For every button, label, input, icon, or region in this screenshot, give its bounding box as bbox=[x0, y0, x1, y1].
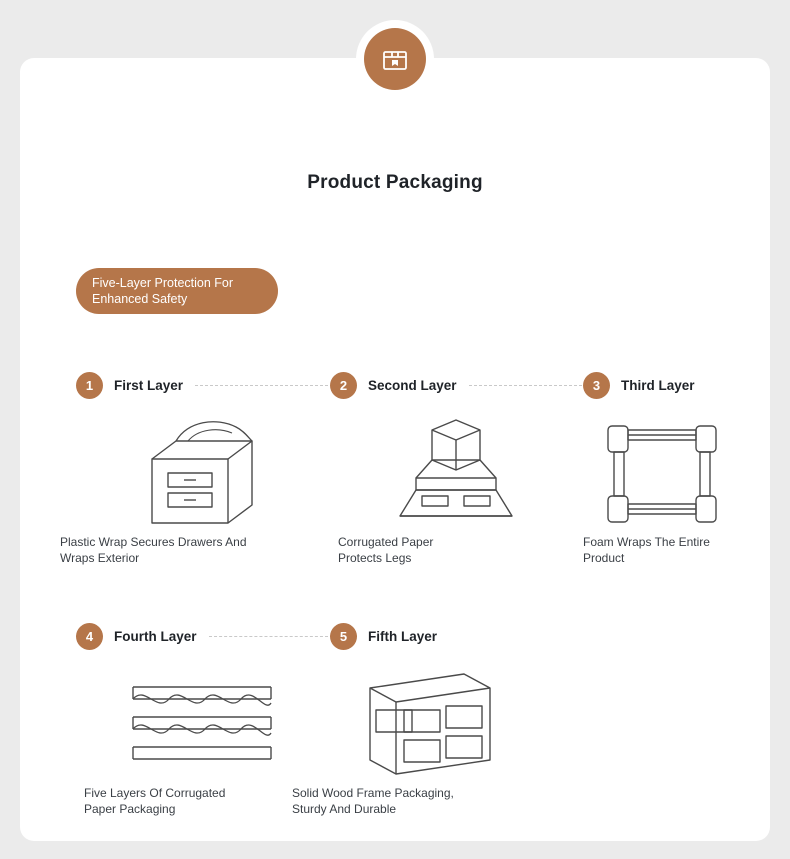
corrugated-layers-icon bbox=[76, 665, 328, 785]
corrugated-paper-legs-icon bbox=[330, 414, 582, 534]
layer-header bbox=[76, 370, 328, 400]
layer-label: Fifth Layer bbox=[368, 628, 438, 644]
package-box-icon bbox=[356, 20, 434, 98]
wood-frame-crate-icon bbox=[330, 665, 530, 785]
layer-number-badge: 4 bbox=[76, 623, 103, 650]
caption-line-1: Foam Wraps The Entire bbox=[583, 535, 710, 549]
layer-label: Fourth Layer bbox=[114, 628, 197, 644]
layer-label: Second Layer bbox=[368, 377, 457, 393]
dashed-divider bbox=[195, 385, 328, 386]
caption-line-1: Solid Wood Frame Packaging, bbox=[292, 786, 454, 800]
layer-number-badge: 3 bbox=[583, 372, 610, 399]
layer-caption bbox=[338, 534, 568, 566]
layer-item-fourth bbox=[76, 621, 328, 817]
layer-header bbox=[330, 370, 582, 400]
caption-line-1: Plastic Wrap Secures Drawers And bbox=[60, 535, 247, 549]
layer-item-third bbox=[583, 370, 743, 566]
caption-line-2: Wraps Exterior bbox=[60, 551, 140, 565]
layer-number-badge: 1 bbox=[76, 372, 103, 399]
package-box-icon-circle bbox=[364, 28, 426, 90]
dashed-divider bbox=[469, 385, 582, 386]
page-title: Product Packaging bbox=[307, 172, 483, 193]
caption-line-1: Corrugated Paper bbox=[338, 535, 434, 549]
foam-corner-frame-icon bbox=[583, 414, 743, 534]
caption-line-2: Paper Packaging bbox=[84, 802, 176, 816]
layer-item-first bbox=[60, 370, 328, 566]
layer-caption bbox=[60, 534, 310, 566]
caption-line-1: Five Layers Of Corrugated bbox=[84, 786, 226, 800]
layer-header bbox=[330, 621, 530, 651]
caption-line-2: Product bbox=[583, 551, 625, 565]
layer-number-badge: 2 bbox=[330, 372, 357, 399]
layer-header bbox=[583, 370, 743, 400]
pill-line-2: Enhanced Safety bbox=[92, 292, 188, 306]
dashed-divider bbox=[209, 636, 328, 637]
layer-caption bbox=[84, 785, 314, 817]
pill-line-1: Five-Layer Protection For bbox=[92, 276, 234, 290]
five-layer-protection-badge bbox=[76, 268, 278, 314]
caption-line-2: Sturdy And Durable bbox=[292, 802, 397, 816]
layer-number-badge: 5 bbox=[330, 623, 357, 650]
layer-item-fifth bbox=[292, 621, 530, 817]
caption-line-2: Protects Legs bbox=[338, 551, 412, 565]
layer-caption bbox=[583, 534, 743, 566]
layer-label: First Layer bbox=[114, 377, 184, 393]
plastic-wrap-dresser-icon bbox=[76, 414, 328, 534]
layer-header bbox=[76, 621, 328, 651]
layer-item-second bbox=[330, 370, 582, 566]
layer-label: Third Layer bbox=[621, 377, 695, 393]
layer-caption bbox=[292, 785, 522, 817]
